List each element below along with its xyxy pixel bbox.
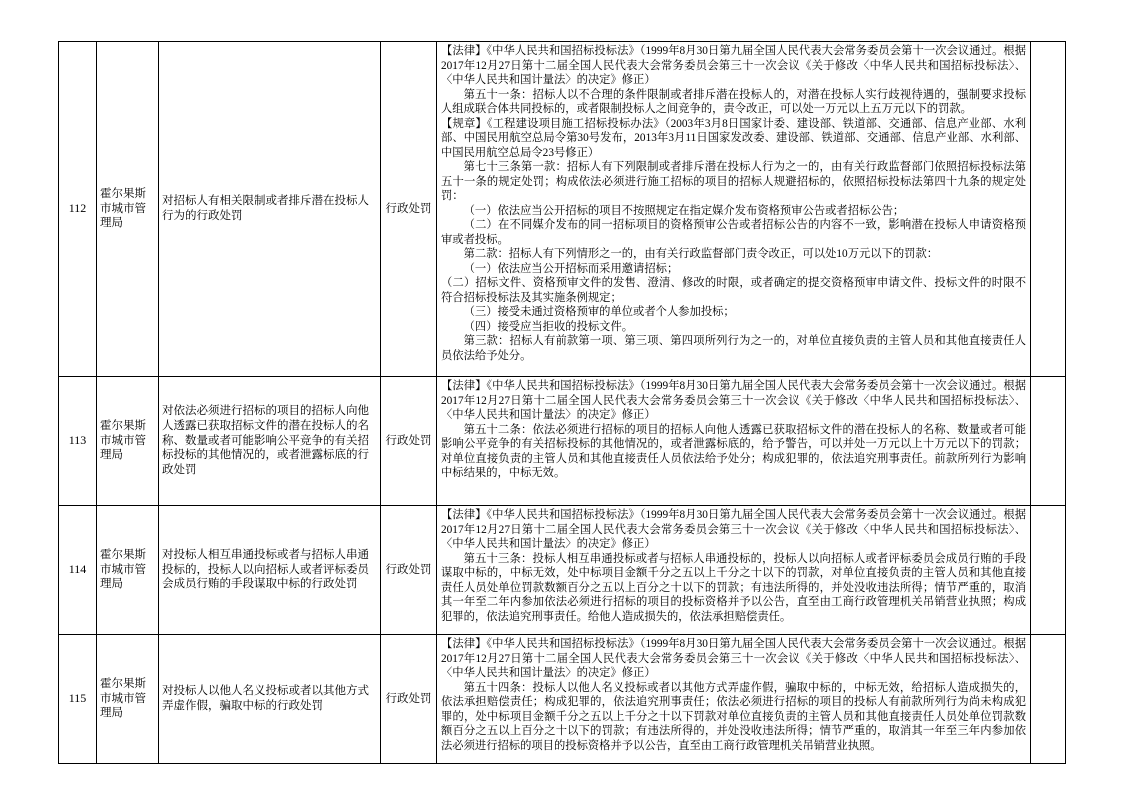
row-legal-basis <box>437 506 1031 635</box>
table-row <box>59 377 1066 506</box>
row-legal-basis <box>437 377 1031 506</box>
row-category: 行政处罚 <box>381 635 437 764</box>
basis-paragraph: 第五十三条：投标人相互串通投标或者与招标人串通投标的，投标人以向招标人或者评标委员会成员行贿的手段谋取中标的，中标无效，处中标项目金额千分之五以上千分之十以下的罚款，对单位直接负责的主管人员和其他直接责任人员处单位罚款数额百分之五以上百分之十以下的罚款；有违法所得的，并处没收违法所得；情节严重的，取消其一年至二年内参加依法必须进行招标的项目的投标资格并予以公告，直至由工商行政管理机关吊销营业执照；构成犯罪的，依法追究刑事责任。给他人造成损失的，依法承担赔偿责任。 <box>441 552 1026 623</box>
row-category: 行政处罚 <box>381 506 437 635</box>
row-remark <box>1031 42 1066 377</box>
row-remark <box>1031 635 1066 764</box>
table-row <box>59 42 1066 377</box>
row-organization: 霍尔果斯市城市管理局 <box>97 42 159 377</box>
basis-paragraph: 第三款：招标人有前款第一项、第三项、第四项所列行为之一的，对单位直接负责的主管人员和其他直接责任人员依法给予处分。 <box>441 335 1026 362</box>
row-organization: 霍尔果斯市城市管理局 <box>97 635 159 764</box>
row-legal-basis <box>437 635 1031 764</box>
basis-paragraph: 第七十三条第一款：招标人有下列限制或者排斥潜在投标人行为之一的，由有关行政监督部门依照招标投标法第五十一条的规定处罚；构成依法必须进行施工招标的项目的招标人规避招标的，依照招标投标法第四十九条的规定处罚： <box>441 161 1026 203</box>
basis-paragraph: 【法律】《中华人民共和国招标投标法》（1999年8月30日第九届全国人民代表大会常务委员会第十一次会议通过。根据2017年12月27日第十二届全国人民代表大会常务委员会第三十一次会议《关于修改〈中华人民共和国招标投标法〉、〈中华人民共和国计量法〉的决定》修正） <box>441 380 1026 422</box>
table-row <box>59 635 1066 764</box>
basis-paragraph: 【规章】《工程建设项目施工招标投标办法》（2003年3月8日国家计委、建设部、铁道部、交通部、信息产业部、水利部、中国民用航空总局令第30号发布，2013年3月11日国家发改委、建设部、铁道部、交通部、信息产业部、水利部、中国民用航空总局令23号修正） <box>441 117 1026 159</box>
basis-paragraph: （三）接受未通过资格预审的单位或者个人参加投标； <box>463 306 735 319</box>
row-item-name: 对招标人有相关限制或者排斥潜在投标人行为的行政处罚 <box>159 42 381 377</box>
row-remark <box>1031 377 1066 506</box>
row-category: 行政处罚 <box>381 377 437 506</box>
basis-paragraph: 第五十四条：投标人以他人名义投标或者以其他方式弄虚作假，骗取中标的，中标无效，给招标人造成损失的，依法承担赔偿责任；构成犯罪的，依法追究刑事责任；依法必须进行招标的项目的投标人有前款所列行为尚未构成犯罪的，处中标项目金额千分之五以上千分之十以下罚款对单位直接负责的主管人员和其他直接责任人员处单位罚款数额百分之五以上百分之十以下的罚款；有违法所得的，并处没收违法所得；情节严重的，取消其一年至三年内参加依法必须进行招标的项目的投标资格并予以公告，直至由工商行政管理机关吊销营业执照。 <box>441 681 1026 752</box>
basis-paragraph: 【法律】《中华人民共和国招标投标法》（1999年8月30日第九届全国人民代表大会常务委员会第十一次会议通过。根据2017年12月27日第十二届全国人民代表大会常务委员会第三十一次会议《关于修改〈中华人民共和国招标投标法〉、〈中华人民共和国计量法〉的决定》修正） <box>441 509 1026 551</box>
basis-paragraph: （一）依法应当公开招标而采用邀请招标； <box>463 262 679 275</box>
basis-paragraph: （四）接受应当拒收的投标文件。 <box>463 320 634 333</box>
row-number: 115 <box>59 635 97 764</box>
basis-paragraph: 第二款：招标人有下列情形之一的，由有关行政监督部门责令改正，可以处10万元以下的罚款： <box>463 248 939 261</box>
basis-paragraph: 【法律】《中华人民共和国招标投标法》（1999年8月30日第九届全国人民代表大会常务委员会第十一次会议通过。根据2017年12月27日第十二届全国人民代表大会常务委员会第三十一次会议《关于修改〈中华人民共和国招标投标法〉、〈中华人民共和国计量法〉的决定》修正） <box>441 45 1026 87</box>
row-item-name: 对依法必须进行招标的项目的招标人向他人透露已获取招标文件的潜在投标人的名称、数量或者可能影响公平竞争的有关招标投标的其他情况的，或者泄露标底的行政处罚 <box>159 377 381 506</box>
basis-paragraph: 第五十二条：依法必须进行招标的项目的招标人向他人透露已获取招标文件的潜在投标人的名称、数量或者可能影响公平竞争的有关招标投标的其他情况的，或者泄露标底的，给予警告，可以并处一万元以上十万元以下的罚款；对单位直接负责的主管人员和其他直接责任人员依法给予处分；构成犯罪的，依法追究刑事责任。前款所列行为影响中标结果的，中标无效。 <box>441 423 1026 480</box>
regulation-table <box>58 41 1066 764</box>
row-number: 112 <box>59 42 97 377</box>
row-organization: 霍尔果斯市城市管理局 <box>97 377 159 506</box>
row-number: 114 <box>59 506 97 635</box>
basis-paragraph: （二）招标文件、资格预审文件的发售、澄清、修改的时限，或者确定的提交资格预审申请文件、投标文件的时限不符合招标投标法及其实施条例规定； <box>441 277 1026 304</box>
row-legal-basis <box>437 42 1031 377</box>
basis-paragraph: 第五十一条：招标人以不合理的条件限制或者排斥潜在投标人的，对潜在投标人实行歧视待遇的，强制要求投标人组成联合体共同投标的，或者限制投标人之间竞争的，责令改正，可以处一万元以上五万元以下的罚款。 <box>441 88 1026 116</box>
row-number: 113 <box>59 377 97 506</box>
row-organization: 霍尔果斯市城市管理局 <box>97 506 159 635</box>
basis-paragraph: （二）在不同媒介发布的同一招标项目的资格预审公告或者招标公告的内容不一致，影响潜在投标人申请资格预审或者投标。 <box>441 219 1026 246</box>
row-item-name: 对投标人以他人名义投标或者以其他方式弄虚作假，骗取中标的行政处罚 <box>159 635 381 764</box>
basis-paragraph: （一）依法应当公开招标的项目不按照规定在指定媒介发布资格预审公告或者招标公告； <box>463 204 905 217</box>
row-category: 行政处罚 <box>381 42 437 377</box>
row-remark <box>1031 506 1066 635</box>
table-row <box>59 506 1066 635</box>
row-item-name: 对投标人相互串通投标或者与招标人串通投标的，投标人以向招标人或者评标委员会成员行贿的手段谋取中标的行政处罚 <box>159 506 381 635</box>
basis-paragraph: 【法律】《中华人民共和国招标投标法》（1999年8月30日第九届全国人民代表大会常务委员会第十一次会议通过。根据2017年12月27日第十二届全国人民代表大会常务委员会第三十一次会议《关于修改〈中华人民共和国招标投标法〉、〈中华人民共和国计量法〉的决定》修正） <box>441 638 1026 680</box>
